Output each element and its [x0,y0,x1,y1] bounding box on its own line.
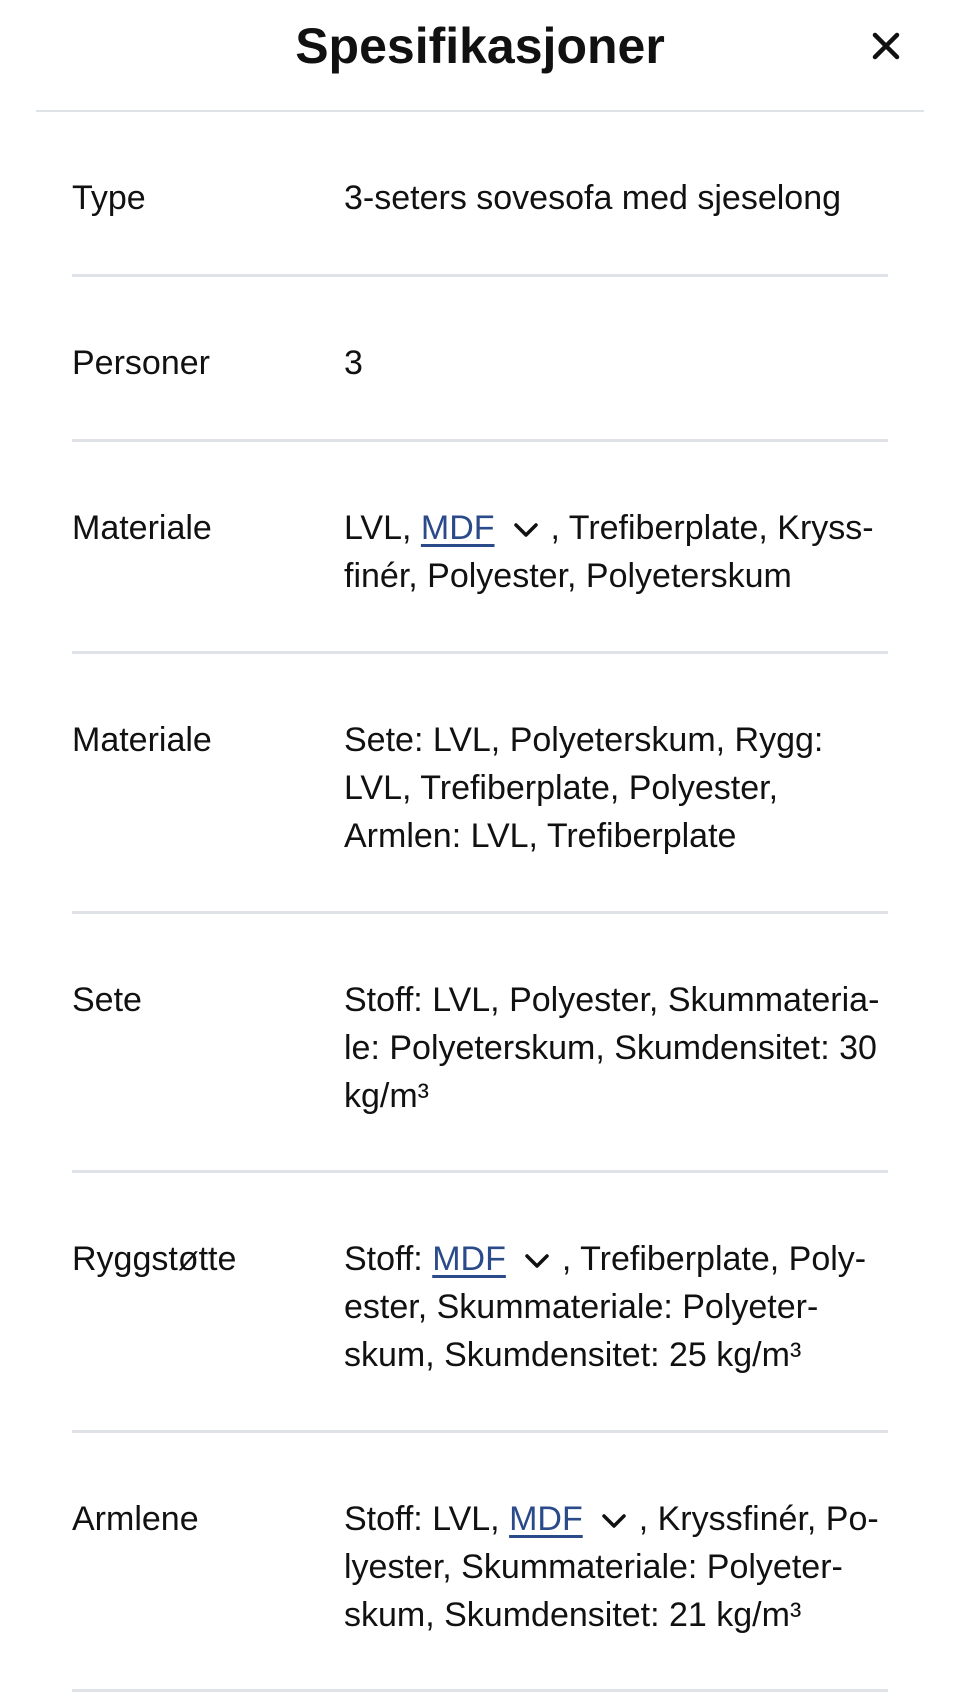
spec-list [72,112,888,1692]
chevron-down-icon [511,520,541,540]
mdf-link[interactable]: MDF [432,1240,506,1278]
spec-label: Materiale [72,509,212,547]
value-text: LVL, [344,509,421,547]
spec-value: 3 [344,344,363,382]
chevron-down-icon [599,1511,629,1531]
value-text: , Trefiberplate, Poly-ester, Skummateriale: Polyeter-skum, Skumdensitet: 25 kg/m³ [344,1240,867,1374]
spec-row-sete [72,914,888,1173]
spec-row-armlene [72,1433,888,1692]
page-title: Spesifikasjoner [295,18,665,74]
spec-value [344,504,892,600]
expand-mdf-button[interactable] [511,520,541,540]
spec-row-materiale-detail [72,654,888,914]
value-text: , Trefiberplate, Kryss-finér, Polyester, Polyeterskum [344,509,874,595]
spec-row-ryggstotte [72,1173,888,1433]
spec-label: Type [72,179,146,217]
spec-value: Stoff: LVL, Polyester, Skummateria-le: Polyeterskum, Skumdensitet: 30 kg/m³ [344,981,880,1115]
mdf-link[interactable]: MDF [420,509,495,547]
spec-label: Personer [72,344,210,382]
spec-label: Armlene [72,1500,199,1538]
spec-row-personer [72,277,888,442]
expand-mdf-button[interactable] [599,1511,629,1531]
close-icon [866,26,906,66]
chevron-down-icon [522,1251,552,1271]
spec-row-materiale [72,442,888,654]
spec-label: Sete [72,981,142,1019]
spec-value [344,1495,892,1639]
dialog-header [36,0,924,112]
spec-value: Sete: LVL, Polyeterskum, Rygg: LVL, Trefiberplate, Polyester, Armlen: LVL, Trefiberplate [344,721,824,855]
spec-label: Materiale [72,721,212,759]
spec-value: 3-seters sovesofa med sjeselong [344,179,842,217]
value-text: Stoff: LVL, [344,1500,510,1538]
spec-row-type [72,112,888,277]
spec-value [344,1235,892,1379]
spec-label: Ryggstøtte [72,1240,237,1278]
value-text: Stoff: [344,1240,433,1278]
mdf-link[interactable]: MDF [509,1500,583,1538]
value-text: , Kryssfinér, Po-lyester, Skummateriale: Polyeter-skum, Skumdensitet: 21 kg/m³ [344,1500,879,1634]
expand-mdf-button[interactable] [522,1251,552,1271]
close-button[interactable] [866,26,906,66]
